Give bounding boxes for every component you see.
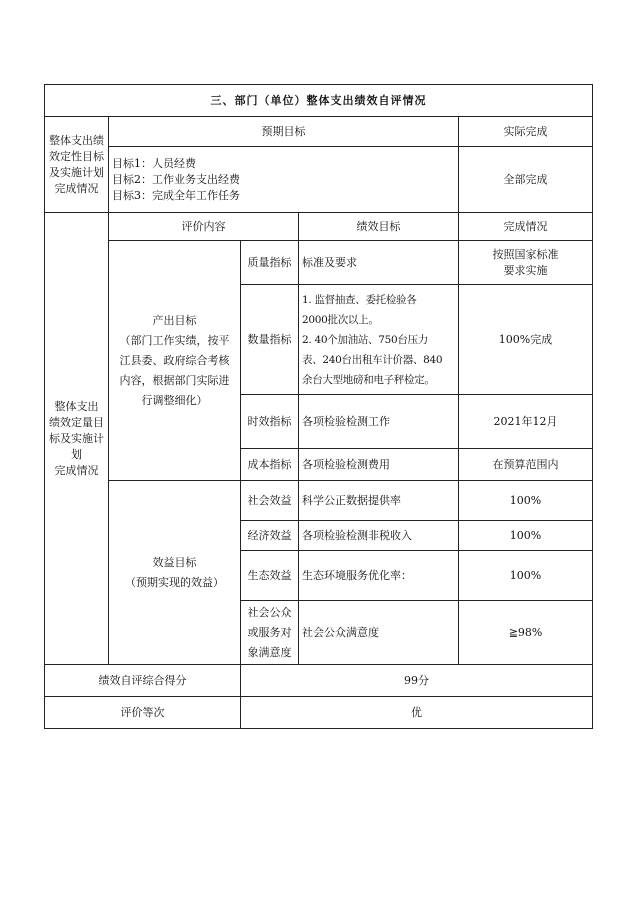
grade-value: 优 [241,697,593,729]
score-label: 绩效自评综合得分 [45,665,241,697]
indicator-social: 社会效益 [241,481,299,521]
indicator-quality: 质量指标 [241,241,299,285]
qualitative-row-label: 整体支出绩 效定性目标 及实施计划 完成情况 [45,117,109,213]
section-title: 三、部门（单位）整体支出绩效自评情况 [45,85,593,117]
target-quality: 标准及要求 [299,241,459,285]
status-quality: 按照国家标准 要求实施 [459,241,593,285]
performance-self-evaluation-table [44,84,593,729]
status-quantity: 100%完成 [459,285,593,395]
indicator-timeliness: 时效指标 [241,395,299,449]
goal-item: 目标3：完成全年工作任务 [112,188,240,202]
status-economic: 100% [459,521,593,551]
qualitative-goals [109,147,459,213]
indicator-cost: 成本指标 [241,449,299,481]
status-timeliness: 2021年12月 [459,395,593,449]
goal-item: 目标1：人员经费 [112,156,196,170]
grade-label: 评价等次 [45,697,241,729]
score-value: 99分 [241,665,593,697]
indicator-ecological: 生态效益 [241,551,299,601]
quantitative-row-label: 整体支出 绩效定量目 标及实施计 划 完成情况 [45,213,109,665]
indicator-economic: 经济效益 [241,521,299,551]
col-header-status: 完成情况 [459,213,593,241]
status-cost: 在预算范围内 [459,449,593,481]
status-satisfaction: ≧98% [459,601,593,665]
col-header-expected: 预期目标 [109,117,459,147]
benefit-goal-group: 效益目标 （预期实现的效益） [109,481,241,665]
goal-item: 目标2：工作业务支出经费 [112,172,240,186]
table-row [45,481,593,521]
indicator-quantity: 数量指标 [241,285,299,395]
target-quantity: 1. 监督抽查、委托检验各 2000批次以上。 2. 40个加油站、750台压力 表、240台出租车计价器、840 余台大型地磅和电子秤检定。 [299,285,459,395]
status-social: 100% [459,481,593,521]
col-header-actual: 实际完成 [459,117,593,147]
qualitative-actual-result: 全部完成 [459,147,593,213]
target-social: 科学公正数据提供率 [299,481,459,521]
table-row [45,241,593,285]
output-goal-group: 产出目标 （部门工作实绩，按平 江县委、政府综合考核 内容，根据部门实际进 行调整细化） [109,241,241,481]
target-ecological: 生态环境服务优化率： [299,551,459,601]
col-header-content: 评价内容 [109,213,299,241]
target-timeliness: 各项检验检测工作 [299,395,459,449]
target-satisfaction: 社会公众满意度 [299,601,459,665]
col-header-target: 绩效目标 [299,213,459,241]
target-cost: 各项检验检测费用 [299,449,459,481]
indicator-satisfaction: 社会公众 或服务对 象满意度 [241,601,299,665]
status-ecological: 100% [459,551,593,601]
target-economic: 各项检验检测非税收入 [299,521,459,551]
